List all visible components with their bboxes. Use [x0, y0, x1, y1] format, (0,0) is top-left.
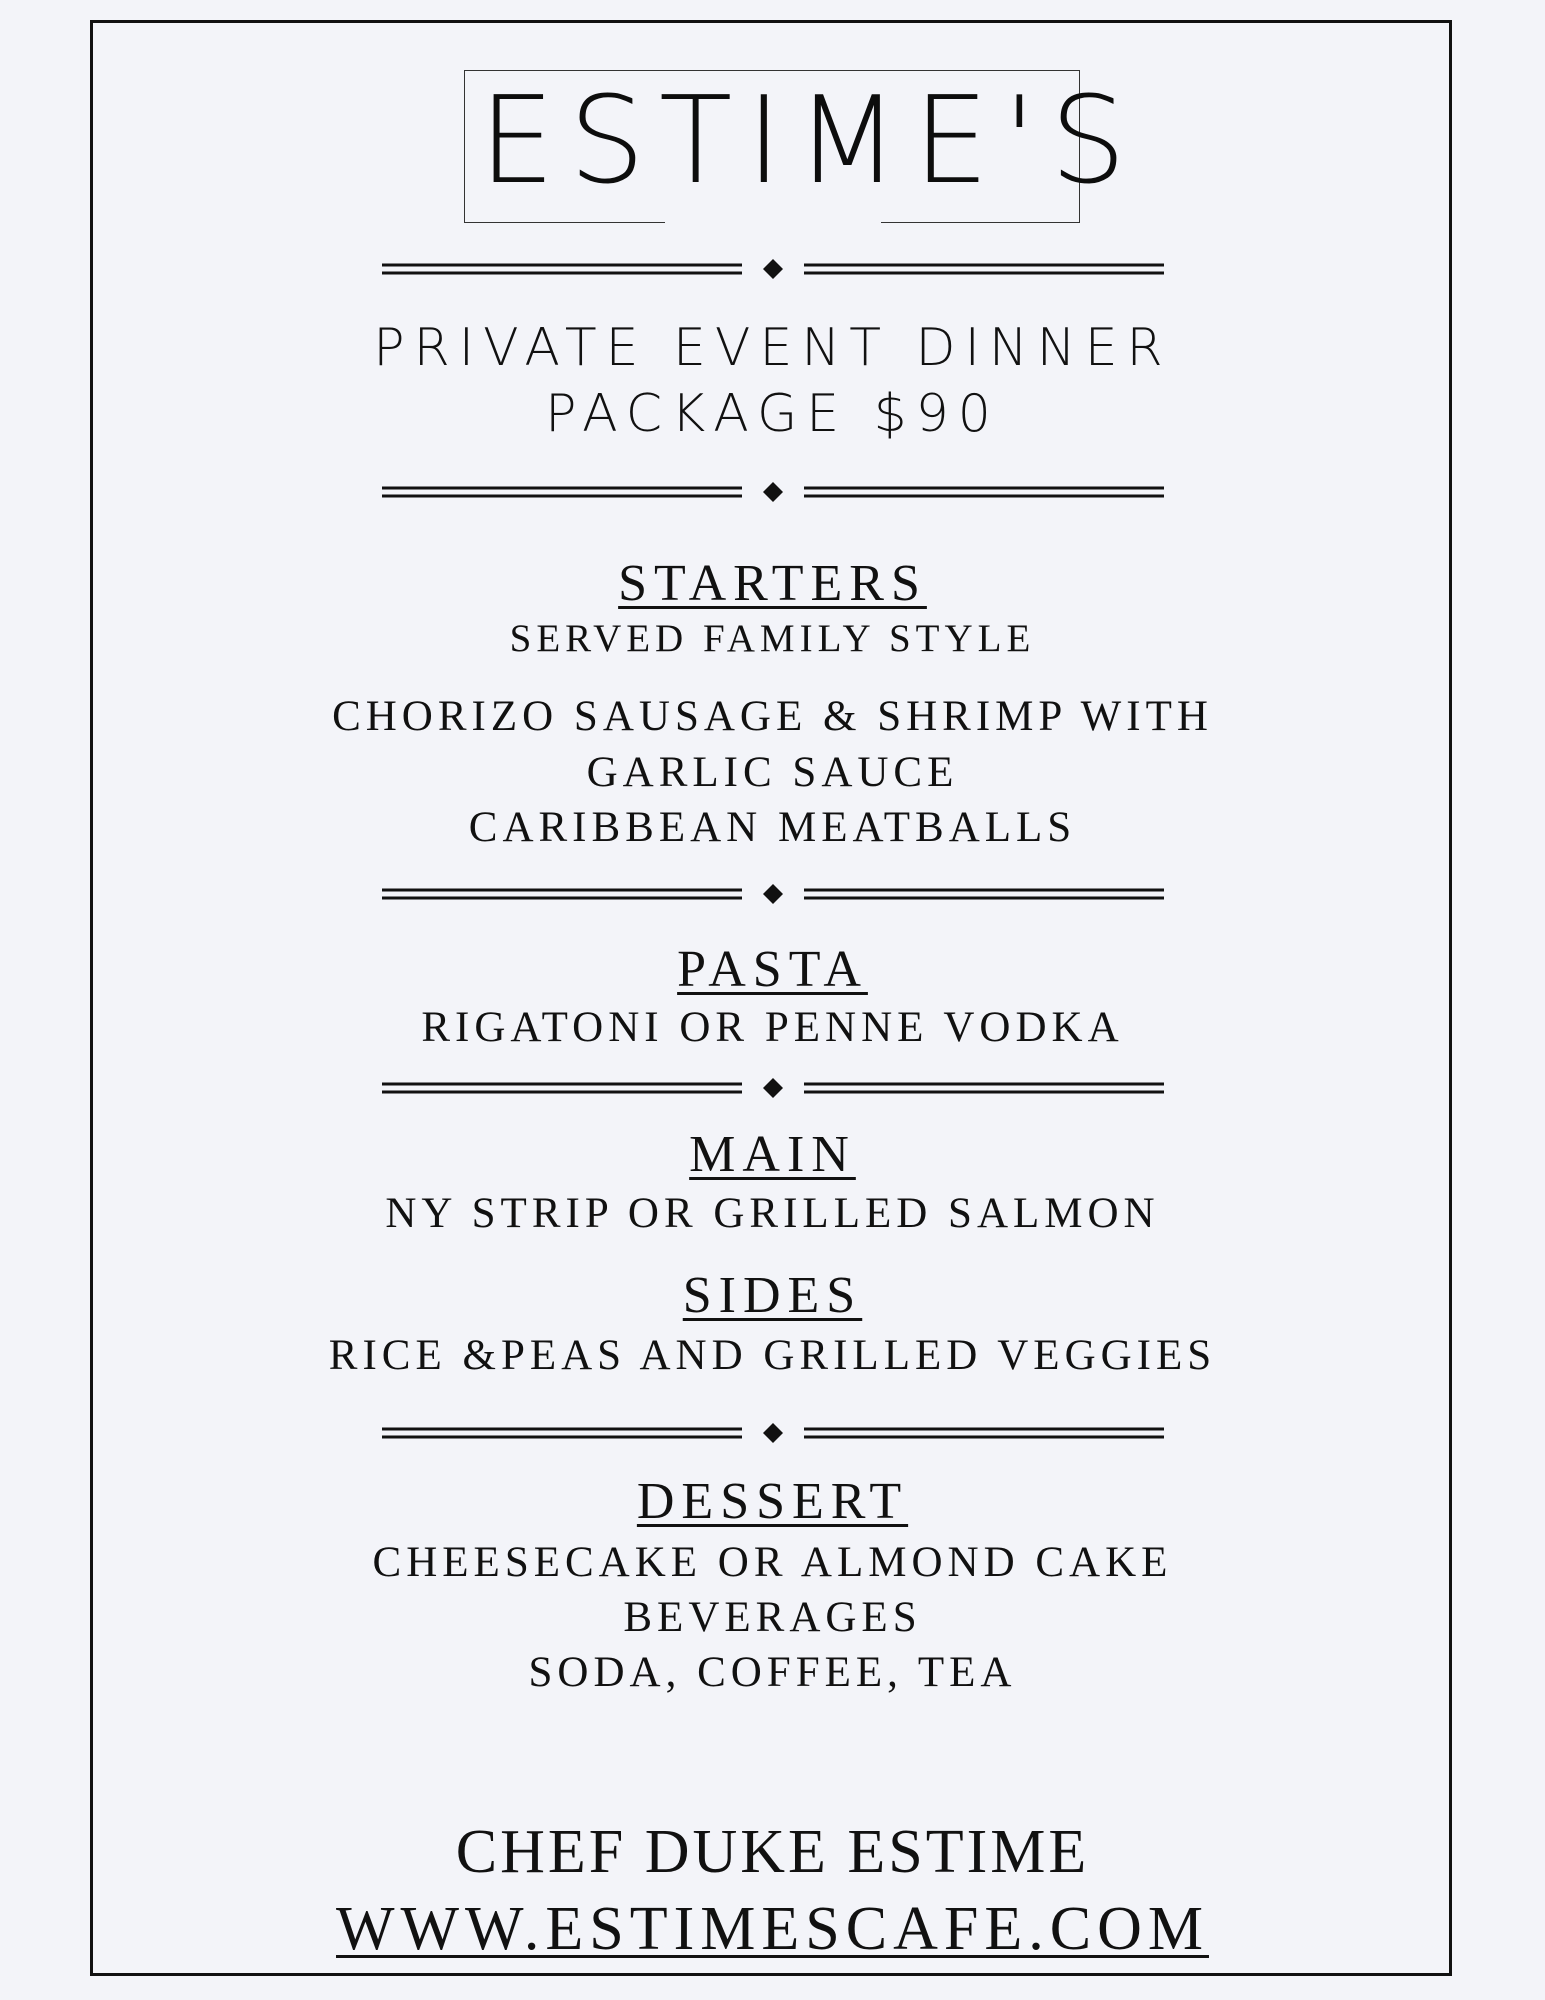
starters-heading: STARTERS — [618, 555, 927, 612]
dessert-item: SODA, COFFEE, TEA — [528, 1649, 1017, 1696]
starters-item: CARIBBEAN MEATBALLS — [468, 804, 1077, 851]
sides-heading: SIDES — [682, 1267, 863, 1324]
sides-item: RICE &PEAS AND GRILLED VEGGIES — [328, 1332, 1217, 1379]
ornamental-divider — [382, 1078, 1164, 1098]
ornamental-divider — [382, 482, 1164, 502]
main-item: NY STRIP OR GRILLED SALMON — [385, 1190, 1160, 1237]
package-title — [0, 315, 1545, 447]
package-title-line-2: PACKAGE $90 — [545, 384, 1000, 444]
ornamental-divider — [382, 884, 1164, 904]
chef-name: CHEF DUKE ESTIME — [455, 1818, 1090, 1886]
restaurant-name: ESTIME'S — [479, 72, 1141, 211]
ornamental-divider — [382, 1423, 1164, 1443]
starters-item: CHORIZO SAUSAGE & SHRIMP WITH — [332, 693, 1213, 740]
dessert-heading: DESSERT — [636, 1473, 909, 1530]
package-title-line-1: PRIVATE EVENT DINNER — [373, 318, 1172, 378]
pasta-heading: PASTA — [677, 941, 868, 998]
dessert-item: BEVERAGES — [623, 1594, 922, 1641]
starters-note: SERVED FAMILY STYLE — [509, 617, 1036, 660]
pasta-item: RIGATONI OR PENNE VODKA — [421, 1004, 1124, 1051]
restaurant-logo — [464, 70, 1141, 223]
website-link[interactable]: WWW.ESTIMESCAFE.COM — [336, 1895, 1209, 1963]
starters-item: GARLIC SAUCE — [586, 749, 959, 796]
ornamental-divider — [382, 259, 1164, 279]
main-heading: MAIN — [689, 1126, 856, 1183]
dessert-item: CHEESECAKE OR ALMOND CAKE — [372, 1539, 1173, 1586]
